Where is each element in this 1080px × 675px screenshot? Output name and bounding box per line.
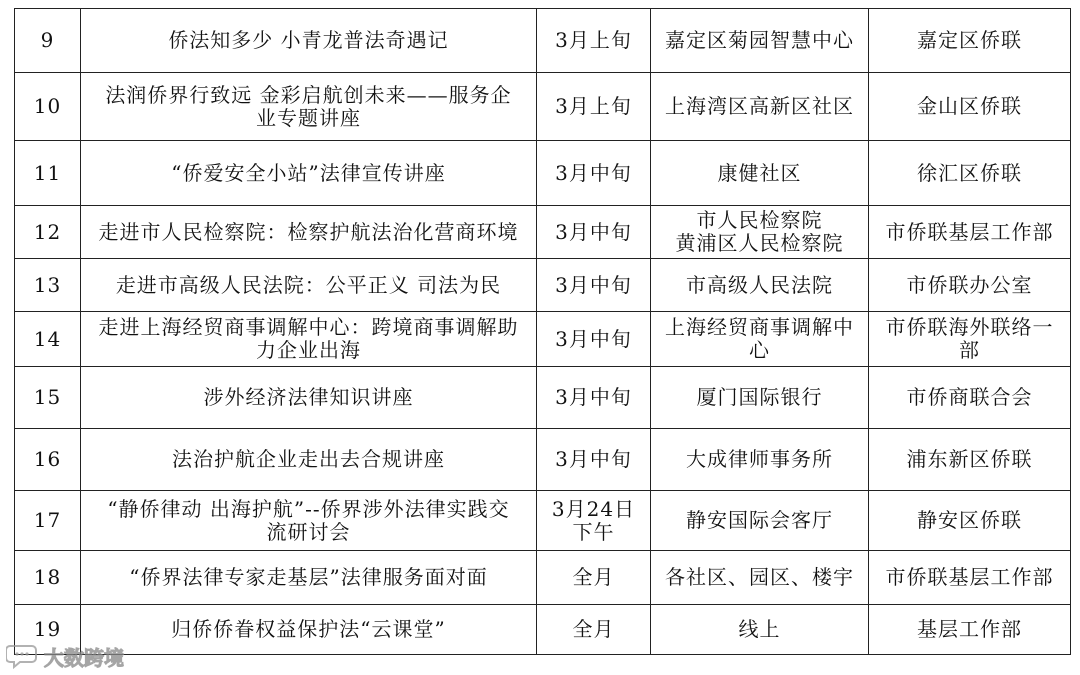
event-organizer-cell: [869, 206, 1071, 259]
row-number-cell: 12: [15, 206, 81, 259]
event-organizer-line: 基层工作部: [917, 617, 1022, 641]
event-title-line: 走进市人民检察院：检察护航法治化营商环境: [98, 219, 519, 244]
event-title-line: “静侨律动 出海护航”--侨界涉外法律实践交: [107, 496, 510, 521]
event-title-cell: [81, 551, 537, 605]
event-organizer-cell: [869, 429, 1071, 491]
row-number-cell: 14: [15, 312, 81, 367]
table-row: [15, 312, 1071, 367]
event-organizer-line: 浦东新区侨联: [906, 447, 1033, 471]
watermark: [6, 640, 124, 672]
table-row: [15, 429, 1071, 491]
event-venue-line: 静安国际会客厅: [686, 508, 833, 532]
table-row: [15, 551, 1071, 605]
event-venue-cell: [651, 367, 869, 429]
row-number-cell: 17: [15, 491, 81, 551]
event-organizer-line: 市侨联基层工作部: [885, 219, 1054, 244]
event-venue-cell: [651, 141, 869, 206]
event-date-cell: [537, 73, 651, 141]
event-venue-line: 大成律师事务所: [686, 447, 833, 471]
event-venue-line: 市高级人民法院: [686, 272, 833, 297]
event-date-line: 3月上旬: [555, 28, 632, 52]
event-date-line: 3月24日: [551, 496, 636, 521]
event-title-line: 业专题讲座: [256, 105, 361, 130]
row-number-cell: 13: [15, 259, 81, 312]
event-title-line: 走进市高级人民法院：公平正义 司法为民: [115, 272, 502, 297]
event-venue-cell: [651, 429, 869, 491]
table-row: [15, 141, 1071, 206]
event-title-cell: [81, 73, 537, 141]
event-organizer-line: 市侨联办公室: [906, 272, 1033, 297]
event-date-cell: [537, 312, 651, 367]
event-venue-line: 康健社区: [717, 160, 802, 185]
speech-bubble-icon: [6, 642, 40, 670]
event-title-cell: [81, 141, 537, 206]
event-organizer-line: 徐汇区侨联: [917, 160, 1022, 185]
table-row: [15, 491, 1071, 551]
event-venue-line: 各社区、园区、楼宇: [665, 565, 854, 589]
events-table: [14, 8, 1071, 655]
event-title-line: 走进上海经贸商事调解中心：跨境商事调解助: [98, 315, 519, 339]
event-date-line: 全月: [572, 617, 615, 641]
table-row: [15, 73, 1071, 141]
event-venue-line: 市人民检察院: [696, 208, 823, 232]
event-title-cell: [81, 206, 537, 259]
table-row: [15, 605, 1071, 655]
event-date-cell: [537, 551, 651, 605]
table-row: [15, 206, 1071, 259]
event-title-line: “侨界法律专家走基层”法律服务面对面: [129, 565, 488, 589]
event-organizer-cell: [869, 73, 1071, 141]
event-title-cell: [81, 491, 537, 551]
event-title-cell: [81, 367, 537, 429]
event-organizer-line: 嘉定区侨联: [917, 28, 1022, 52]
event-title-line: 侨法知多少 小青龙普法奇遇记: [168, 28, 449, 52]
event-venue-cell: [651, 605, 869, 655]
event-organizer-cell: [869, 605, 1071, 655]
event-organizer-line: 金山区侨联: [917, 94, 1022, 118]
event-title-cell: [81, 9, 537, 73]
event-title-line: 法润侨界行致远 金彩启航创未来——服务企: [105, 82, 512, 107]
event-organizer-line: 市侨商联合会: [906, 385, 1033, 409]
event-title-cell: [81, 259, 537, 312]
event-date-line: 3月中旬: [555, 385, 632, 409]
event-title-line: “侨爱安全小站”法律宣传讲座: [171, 160, 446, 185]
event-title-line: 涉外经济法律知识讲座: [203, 385, 414, 409]
event-organizer-cell: [869, 367, 1071, 429]
event-venue-cell: [651, 551, 869, 605]
event-date-cell: [537, 491, 651, 551]
watermark-text: 大数跨境: [44, 645, 124, 670]
event-organizer-cell: [869, 9, 1071, 73]
event-organizer-cell: [869, 312, 1071, 367]
event-title-line: 归侨侨眷权益保护法“云课堂”: [171, 617, 446, 641]
event-date-line: 3月中旬: [555, 326, 632, 351]
event-title-cell: [81, 429, 537, 491]
event-organizer-cell: [869, 551, 1071, 605]
event-venue-line: 上海经贸商事调解中: [665, 315, 854, 339]
event-organizer-cell: [869, 491, 1071, 551]
event-organizer-line: 部: [959, 338, 980, 362]
event-venue-line: 线上: [738, 617, 781, 641]
event-title-line: 法治护航企业走出去合规讲座: [172, 447, 445, 471]
event-date-cell: [537, 429, 651, 491]
row-number-cell: 19: [15, 605, 81, 655]
event-date-line: 3月中旬: [555, 272, 632, 297]
event-date-line: 3月上旬: [555, 94, 632, 118]
event-date-cell: [537, 605, 651, 655]
event-organizer-cell: [869, 259, 1071, 312]
table-row: [15, 367, 1071, 429]
event-venue-cell: [651, 206, 869, 259]
event-organizer-line: 市侨联海外联络一: [885, 315, 1054, 339]
events-table-body: [15, 9, 1071, 655]
event-venue-line: 嘉定区菊园智慧中心: [665, 28, 854, 52]
table-row: [15, 259, 1071, 312]
event-date-line: 全月: [572, 565, 615, 589]
event-venue-line: 心: [749, 338, 770, 362]
row-number-cell: 18: [15, 551, 81, 605]
event-organizer-cell: [869, 141, 1071, 206]
event-date-cell: [537, 141, 651, 206]
event-venue-line: 厦门国际银行: [696, 385, 823, 409]
event-organizer-line: 静安区侨联: [917, 508, 1022, 532]
event-venue-cell: [651, 491, 869, 551]
event-venue-line: 黄浦区人民检察院: [675, 231, 844, 255]
event-date-cell: [537, 9, 651, 73]
event-title-cell: [81, 605, 537, 655]
event-date-line: 下午: [572, 519, 615, 544]
event-date-line: 3月中旬: [555, 160, 632, 185]
event-date-cell: [537, 206, 651, 259]
row-number-cell: 15: [15, 367, 81, 429]
event-date-line: 3月中旬: [555, 219, 632, 244]
event-venue-cell: [651, 312, 869, 367]
event-venue-cell: [651, 259, 869, 312]
event-venue-line: 上海湾区高新区社区: [665, 94, 854, 118]
event-organizer-line: 市侨联基层工作部: [885, 565, 1054, 589]
event-title-cell: [81, 312, 537, 367]
event-date-cell: [537, 259, 651, 312]
row-number-cell: 16: [15, 429, 81, 491]
event-title-line: 力企业出海: [256, 338, 361, 362]
row-number-cell: 9: [15, 9, 81, 73]
event-date-line: 3月中旬: [555, 447, 632, 471]
table-row: [15, 9, 1071, 73]
row-number-cell: 10: [15, 73, 81, 141]
event-title-line: 流研讨会: [266, 519, 351, 544]
event-venue-cell: [651, 9, 869, 73]
event-date-cell: [537, 367, 651, 429]
row-number-cell: 11: [15, 141, 81, 206]
event-venue-cell: [651, 73, 869, 141]
